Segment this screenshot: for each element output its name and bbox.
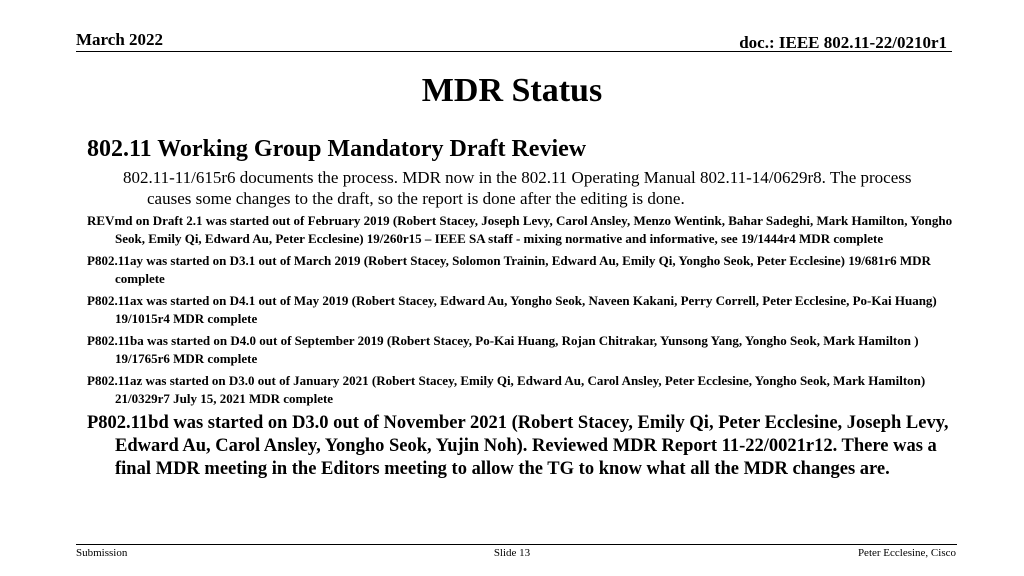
list-item-11az: P802.11az was started on D3.0 out of January 2021 (Robert Stacey, Emily Qi, Edward Au, Carol Ansley, Peter Ecclesine, Yongho Seok, Mark Hamilton) 21/0329r7 July 15, 2021 MDR complete xyxy=(87,373,926,406)
section-heading: 802.11 Working Group Mandatory Draft Review xyxy=(87,136,587,162)
footer-submission: Submission xyxy=(76,547,128,559)
slide-title: MDR Status xyxy=(421,72,603,109)
header-divider xyxy=(76,51,952,52)
list-item-11ax: P802.11ax was started on D4.1 out of May 2019 (Robert Stacey, Edward Au, Yongho Seok, Naveen Kakani, Perry Correll, Peter Ecclesine, Po-Kai Huang) 19/1015r4 MDR complete xyxy=(87,293,937,326)
slide-body xyxy=(87,134,957,481)
process-description: 802.11-11/615r6 documents the process. MDR now in the 802.11 Operating Manual 802.11-14/0629r8. The process causes some changes to the draft, so the report is done after the editing is done. xyxy=(123,168,912,208)
header-doc-id: doc.: IEEE 802.11-22/0210r1 xyxy=(739,33,947,52)
footer-divider xyxy=(76,544,957,545)
list-item-11ba: P802.11ba was started on D4.0 out of September 2019 (Robert Stacey, Po-Kai Huang, Rojan Chitrakar, Yunsong Yang, Yongho Seok, Mark Hamilton ) 19/1765r6 MDR complete xyxy=(87,333,919,366)
list-item-revmd: REVmd on Draft 2.1 was started out of February 2019 (Robert Stacey, Joseph Levy, Carol Ansley, Menzo Wentink, Bahar Sadeghi, Mark Hamilton, Yongho Seok, Emily Qi, Edward Au, Peter Ecclesine) 19/260r15 – IEEE SA staff - mixing normative and informative, see 19/1444r4 MDR complete xyxy=(87,213,953,246)
header-date: March 2022 xyxy=(76,30,164,49)
list-item-11bd: P802.11bd was started on D3.0 out of November 2021 (Robert Stacey, Emily Qi, Peter Ecclesine, Joseph Levy, Edward Au, Carol Ansley, Yongho Seok, Yujin Noh). Reviewed MDR Report 11-22/0021r12. There was a final MDR meeting in the Editors meeting to allow the TG to know what all the MDR changes are. xyxy=(87,413,949,479)
slide-number: Slide 13 xyxy=(493,547,531,559)
list-item-11ay: P802.11ay was started on D3.1 out of March 2019 (Robert Stacey, Solomon Trainin, Edward Au, Emily Qi, Yongho Seok, Peter Ecclesine) 19/681r6 MDR complete xyxy=(87,253,931,286)
footer-author: Peter Ecclesine, Cisco xyxy=(857,547,956,559)
